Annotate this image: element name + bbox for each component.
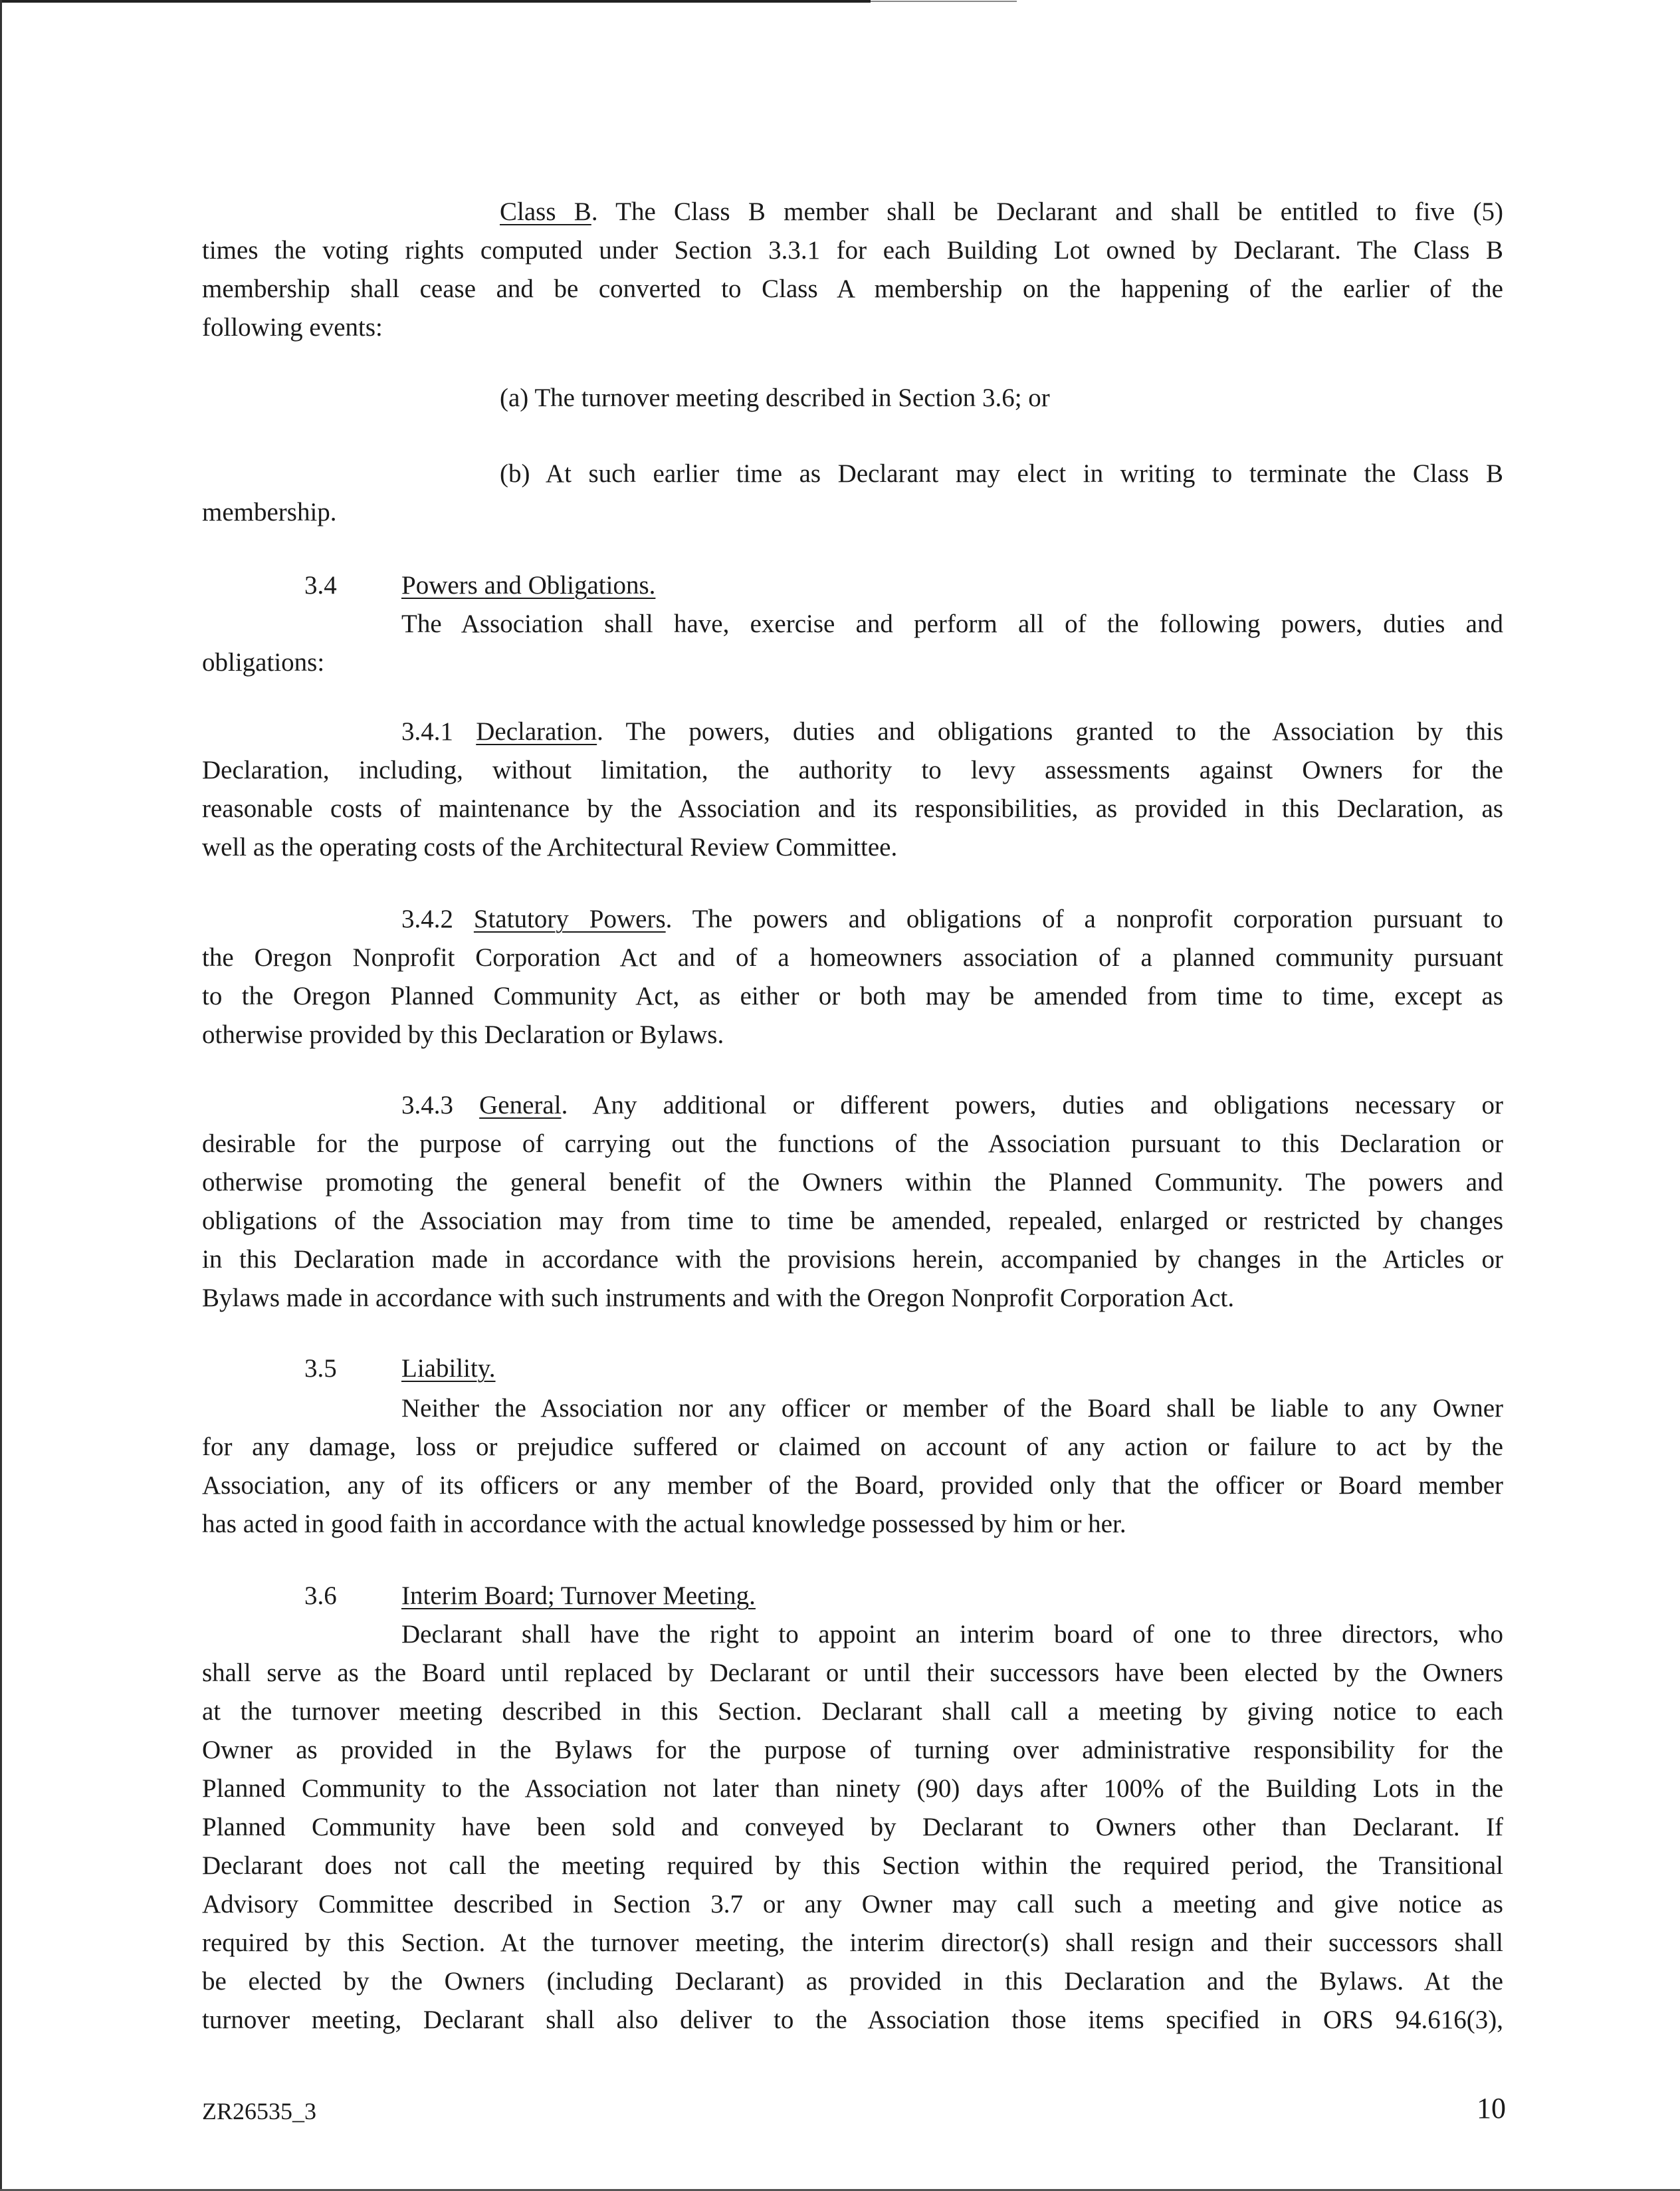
section-3-6-line-2: shall serve as the Board until replaced by Declarant or until their successors have been elected by the Owners (202, 1659, 1503, 1687)
class-b-line-1: Class B. The Class B member shall be Declarant and shall be entitled to five (5) (500, 197, 1503, 226)
section-3-5-line-4: has acted in good faith in accordance with the actual knowledge possessed by him or her. (202, 1510, 1126, 1538)
section-3-6-number: 3.6 (304, 1581, 337, 1610)
class-b-heading: Class B (500, 197, 591, 226)
item-a: (a) The turnover meeting described in Section 3.6; or (500, 384, 1050, 412)
section-3-4-1 (202, 713, 1503, 867)
section-3-5-paragraph (202, 1389, 1503, 1544)
section-3-6-title: Interim Board; Turnover Meeting. (401, 1581, 756, 1610)
section-3-4-1-line-1: 3.4.1 Declaration. The powers, duties and obligations granted to the Association by this (401, 717, 1503, 746)
class-b-line-2: times the voting rights computed under Section 3.3.1 for each Building Lot owned by Declarant. The Class B (202, 236, 1503, 265)
section-3-4-1-heading: Declaration (476, 717, 597, 746)
section-3-4-1-number: 3.4.1 (401, 717, 453, 746)
section-3-5-number: 3.5 (304, 1354, 337, 1383)
section-3-4-2-line-2: the Oregon Nonprofit Corporation Act and of a homeowners association of a planned community pursuant (202, 943, 1503, 972)
section-3-6-line-7: Declarant does not call the meeting required by this Section within the required period, the Transitional (202, 1851, 1503, 1880)
section-3-4-line-2: obligations: (202, 648, 325, 677)
section-3-4-3-number: 3.4.3 (401, 1091, 453, 1119)
section-3-6-line-4: Owner as provided in the Bylaws for the purpose of turning over administrative responsibility for the (202, 1736, 1503, 1764)
section-3-6-line-9: required by this Section. At the turnover meeting, the interim director(s) shall resign and their successors shall (202, 1928, 1503, 1957)
section-3-4-3-line-2: desirable for the purpose of carrying out the functions of the Association pursuant to this Declaration or (202, 1129, 1503, 1158)
section-3-4-2-line-3: to the Oregon Planned Community Act, as either or both may be amended from time to time, except as (202, 982, 1503, 1010)
section-3-4-3 (202, 1086, 1503, 1318)
section-3-4-2 (202, 900, 1503, 1054)
section-3-4-3-line-5: in this Declaration made in accordance with the provisions herein, accompanied by changes in the Articles or (202, 1245, 1503, 1274)
section-3-4-2-line-4: otherwise provided by this Declaration or Bylaws. (202, 1020, 724, 1049)
section-3-4-1-line-2: Declaration, including, without limitation, the authority to levy assessments against Owners for the (202, 756, 1503, 784)
section-3-4-number: 3.4 (304, 571, 337, 600)
footer-page-number: 10 (1477, 2092, 1506, 2125)
section-3-6-line-10: be elected by the Owners (including Declarant) as provided in this Declaration and the Bylaws. At the (202, 1967, 1503, 1996)
section-3-4-title: Powers and Obligations. (401, 571, 656, 600)
section-3-4-line-1: The Association shall have, exercise and perform all of the following powers, duties and (401, 610, 1503, 638)
section-3-4-3-line-1: 3.4.3 General. Any additional or different powers, duties and obligations necessary or (401, 1091, 1503, 1119)
section-3-4-3-heading: General (479, 1091, 562, 1119)
section-3-4-1-line-4: well as the operating costs of the Architectural Review Committee. (202, 833, 898, 862)
section-3-4-1-line-3: reasonable costs of maintenance by the Association and its responsibilities, as provided in this Declaration, as (202, 794, 1503, 823)
section-3-6-line-3: at the turnover meeting described in this Section. Declarant shall call a meeting by giving notice to each (202, 1697, 1503, 1726)
section-3-5-line-3: Association, any of its officers or any member of the Board, provided only that the officer or Board member (202, 1471, 1503, 1500)
section-3-6-line-1: Declarant shall have the right to appoint an interim board of one to three directors, who (401, 1620, 1503, 1649)
class-b-paragraph (202, 193, 1503, 347)
section-3-6-line-8: Advisory Committee described in Section 3.7 or any Owner may call such a meeting and give notice as (202, 1890, 1503, 1918)
class-b-line-4: following events: (202, 313, 383, 342)
section-3-6-line-5: Planned Community to the Association not later than ninety (90) days after 100% of the Building Lots in the (202, 1774, 1503, 1803)
section-3-4-3-line-4: obligations of the Association may from time to time be amended, repealed, enlarged or restricted by changes (202, 1207, 1503, 1235)
section-3-6-line-11: turnover meeting, Declarant shall also deliver to the Association those items specified in ORS 94.616(3), (202, 2006, 1503, 2034)
footer-document-code: ZR26535_3 (202, 2098, 317, 2125)
item-b-line-1: (b) At such earlier time as Declarant may elect in writing to terminate the Class B (500, 459, 1503, 488)
item-b-line-2: membership. (202, 498, 337, 526)
section-3-4-paragraph (202, 605, 1503, 682)
section-3-5-line-1: Neither the Association nor any officer or member of the Board shall be liable to any Owner (401, 1394, 1503, 1423)
section-3-6-paragraph (202, 1615, 1503, 2039)
section-3-4-3-line-3: otherwise promoting the general benefit of the Owners within the Planned Community. The powers and (202, 1168, 1503, 1197)
section-3-4-2-number: 3.4.2 (401, 905, 453, 933)
section-3-6-line-6: Planned Community have been sold and conveyed by Declarant to Owners other than Declarant. If (202, 1813, 1503, 1841)
section-3-4-2-line-1: 3.4.2 Statutory Powers. The powers and obligations of a nonprofit corporation pursuant to (401, 905, 1504, 933)
section-3-5-line-2: for any damage, loss or prejudice suffered or claimed on account of any action or failure to act by the (202, 1433, 1503, 1461)
section-3-4-2-heading: Statutory Powers (473, 905, 666, 933)
class-b-line-3: membership shall cease and be converted to Class A membership on the happening of the earlier of the (202, 275, 1503, 303)
section-3-5-title: Liability. (401, 1354, 496, 1383)
item-b (202, 455, 1503, 532)
section-3-4-3-line-6: Bylaws made in accordance with such instruments and with the Oregon Nonprofit Corporation Act. (202, 1284, 1235, 1312)
